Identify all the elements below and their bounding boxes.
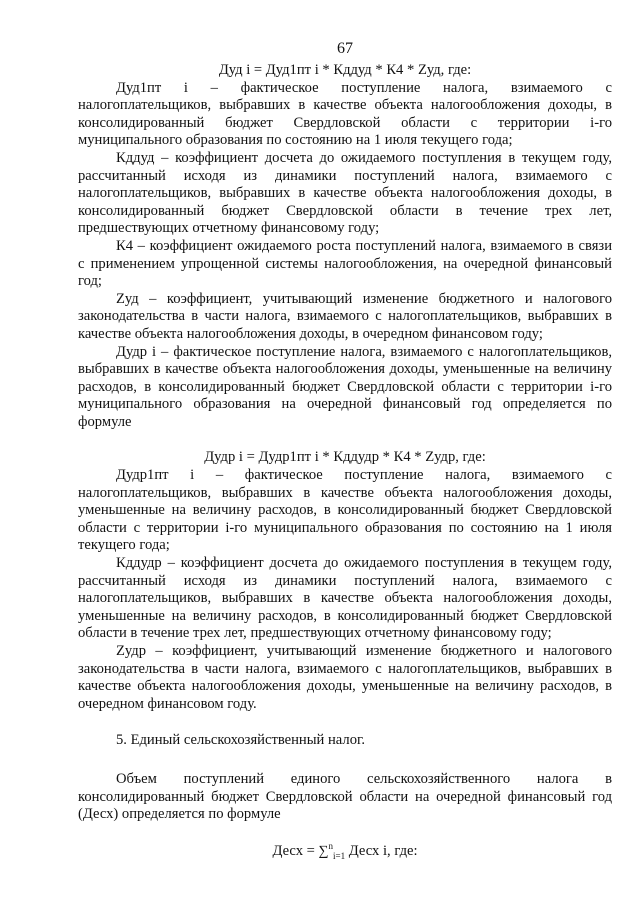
sum-lower-limit: i=1: [333, 850, 346, 861]
page-number: 67: [337, 40, 353, 57]
formula-dud: Дуд i = Дуд1пт i * Кддуд * К4 * Zуд, где:: [218, 62, 472, 78]
formula-dudr: Дудр i = Дудр1пт i * Кддудр * К4 * Zудр, где:: [204, 449, 486, 466]
paragraph-kddudr-definition: Кддудр – коэффициент досчета до ожидаемого поступления в текущем году, рассчитанный исходя из динамики поступлений налога, взимаемого с налогоплательщиков, выбравших в качестве объекта налогообложения доходы, уменьшенные на величину расходов, в консолидированный бюджет Свердловской области в течение трех лет, предшествующих отчетному финансовому году;: [78, 555, 612, 642]
paragraph-dudr-definition: Дудр i – фактическое поступление налога, взимаемого с налогоплательщиков, выбравших в качестве объекта налогообложения доходы, уменьшенные на величину расходов, в консолидированный бюджет Свердловской области с территории i-го муниципального образования на очередной финансовый год определяется по формуле: [78, 343, 612, 430]
paragraph-desx-volume: Объем поступлений единого сельскохозяйственного налога в консолидированный бюджет Свердловской области на очередной финансовый год (Десх) определяется по формуле: [78, 770, 612, 823]
section-heading: 5. Единый сельскохозяйственный налог.: [116, 732, 365, 749]
page-content: [78, 62, 612, 860]
paragraph-zud-definition: Zуд – коэффициент, учитывающий изменение бюджетного и налогового законодательства в части налога, взимаемого с налогоплательщиков, выбравших в качестве объекта налогообложения доходы, в очередном финансовом году;: [78, 290, 612, 342]
formula-desx-lhs: Десх =: [272, 842, 319, 859]
formula-desx-rhs: Десх i, где:: [345, 842, 418, 859]
formula-desx: [78, 840, 612, 861]
paragraph-k4-definition: К4 – коэффициент ожидаемого роста поступлений налога, взимаемого в связи с применением упрощенной системы налогообложения, на очередной финансовый год;: [78, 237, 612, 290]
sum-upper-limit: n: [328, 840, 334, 851]
paragraph-dud1pt-definition: Дуд1пт i – фактическое поступление налога, взимаемого с налогоплательщиков, выбравших в качестве объекта налогообложения доходы, в консолидированный бюджет Свердловской области с территории i-го муниципального образования по состоянию на 1 июля текущего года;: [78, 79, 612, 149]
sum-symbol: ∑: [318, 843, 329, 859]
paragraph-kddud-definition: Кддуд – коэффициент досчета до ожидаемого поступления в текущем году, рассчитанный исходя из динамики поступлений налога, взимаемого с налогоплательщиков, выбравших в качестве объекта налогообложения доходы, в консолидированный бюджет Свердловской области в течение трех лет, предшествующих отчетному финансовому году;: [78, 149, 612, 237]
paragraph-dudr1pt-definition: Дудр1пт i – фактическое поступление налога, взимаемого с налогоплательщиков, выбравших в качестве объекта налогообложения доходы, уменьшенные на величину расходов, в консолидированный бюджет Свердловской области с территории i-го муниципального образования по состоянию на 1 июля текущего года;: [78, 467, 612, 554]
paragraph-zudr-definition: Zудр – коэффициент, учитывающий изменение бюджетного и налогового законодательства в части налога, взимаемого с налогоплательщиков, выбравших в качестве объекта налогообложения доходы, уменьшенные на величину расходов, в очередном финансовом году.: [78, 643, 612, 712]
